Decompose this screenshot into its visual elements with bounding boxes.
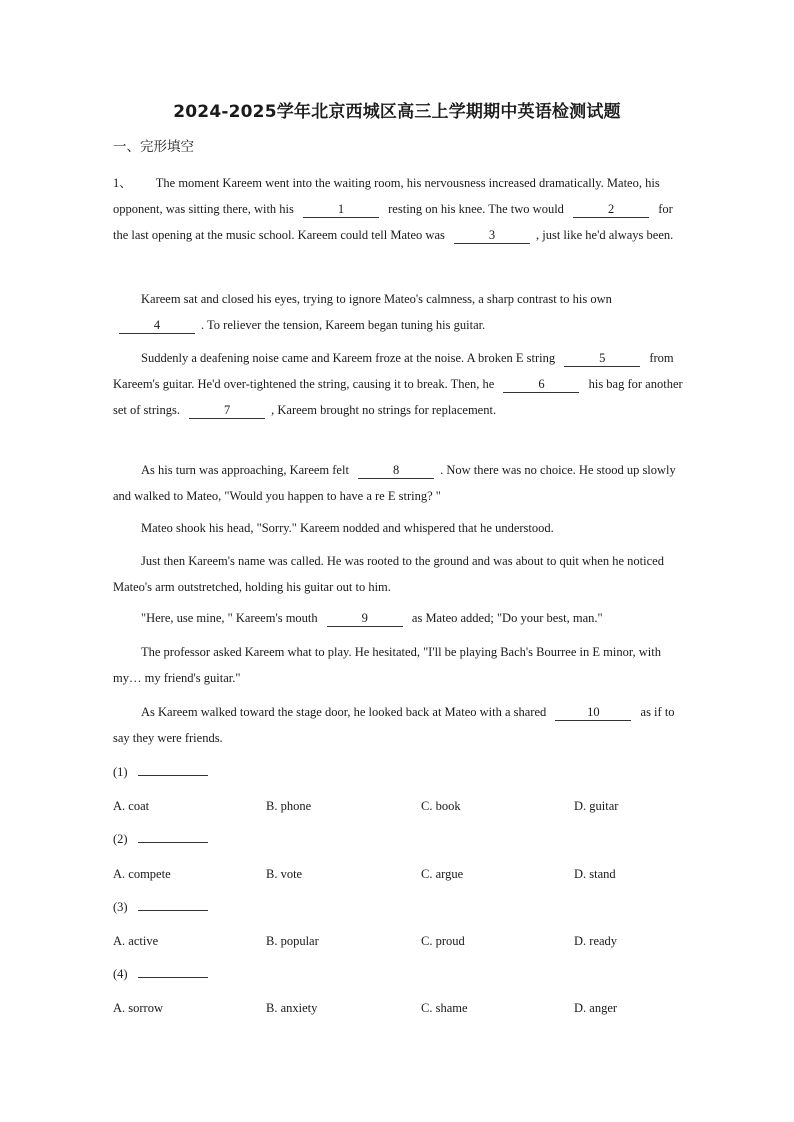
passage-paragraph-6: Just then Kareem's name was called. He was rooted to the ground and was about to quit when he noticed Mateo's arm outstretched, holding his guitar out to him. — [113, 554, 664, 594]
blank-5: 5 — [564, 350, 640, 367]
blank-9: 9 — [327, 610, 403, 627]
blank-2: 2 — [573, 201, 649, 218]
option-b: B. vote — [266, 867, 303, 881]
option-d: D. anger — [574, 1001, 618, 1015]
option-d: D. guitar — [574, 799, 619, 813]
question-label: 1、 — [113, 176, 132, 190]
question-number: (4) — [113, 967, 208, 982]
page-title: 2024-2025学年北京西城区高三上学期期中英语检测试题 — [173, 102, 621, 122]
blank-8: 8 — [358, 462, 434, 479]
option-b: B. phone — [266, 799, 312, 813]
option-b: B. anxiety — [266, 1001, 318, 1015]
option-a: A. active — [113, 934, 159, 948]
option-c: C. book — [421, 799, 461, 813]
answer-line — [138, 832, 208, 843]
passage-paragraph-4: As his turn was approaching, Kareem felt 8 . Now there was no choice. He stood up slowly and walked to Mateo, "Would you happen to have a re E string? " — [113, 463, 676, 503]
option-c: C. argue — [421, 867, 464, 881]
passage-paragraph-3: Suddenly a deafening noise came and Kareem froze at the noise. A broken E string 5 from Kareem's guitar. He'd over-tightened the string, causing it to break. Then, he 6 his bag for another set of strings. 7 , Kareem brought no strings for replacement. — [113, 351, 683, 417]
option-a: A. sorrow — [113, 1001, 163, 1015]
blank-7: 7 — [189, 402, 265, 419]
passage-paragraph-2: Kareem sat and closed his eyes, trying to ignore Mateo's calmness, a sharp contrast to his own 4 . To reliever the tension, Kareem began tuning his guitar. — [113, 286, 683, 338]
option-a: A. compete — [113, 867, 171, 881]
question-number: (1) — [113, 765, 208, 780]
option-a: A. coat — [113, 799, 150, 813]
passage-paragraph-7: "Here, use mine, " Kareem's mouth 9 as Mateo added; "Do your best, man." — [141, 611, 603, 625]
blank-6: 6 — [503, 376, 579, 393]
blank-4: 4 — [119, 317, 195, 334]
blank-3: 3 — [454, 227, 530, 244]
option-d: D. stand — [574, 867, 616, 881]
blank-1: 1 — [303, 201, 379, 218]
option-c: C. shame — [421, 1001, 468, 1015]
blank-10: 10 — [555, 704, 631, 721]
passage-paragraph-9: As Kareem walked toward the stage door, he looked back at Mateo with a shared 10 as if to say they were friends. — [113, 705, 675, 745]
answer-line — [138, 765, 208, 776]
answer-line — [138, 900, 208, 911]
option-d: D. ready — [574, 934, 618, 948]
section-heading: 一、完形填空 — [113, 139, 194, 155]
answer-line — [138, 967, 208, 978]
option-c: C. proud — [421, 934, 465, 948]
question-number: (3) — [113, 900, 208, 915]
passage-paragraph-1: 1、 The moment Kareem went into the waiting room, his nervousness increased dramatically. Mateo, his opponent, was sitting there, with his 1 resting on his knee. The two would 2 for the last opening at the music school. Kareem could tell Mateo was 3 , just like he'd always been. — [113, 176, 674, 242]
question-number: (2) — [113, 832, 208, 847]
passage-paragraph-5: Mateo shook his head, "Sorry." Kareem nodded and whispered that he understood. — [141, 521, 554, 535]
option-b: B. popular — [266, 934, 319, 948]
passage-paragraph-8: The professor asked Kareem what to play. He hesitated, "I'll be playing Bach's Bourree in E minor, with my… my friend's guitar." — [113, 645, 661, 685]
